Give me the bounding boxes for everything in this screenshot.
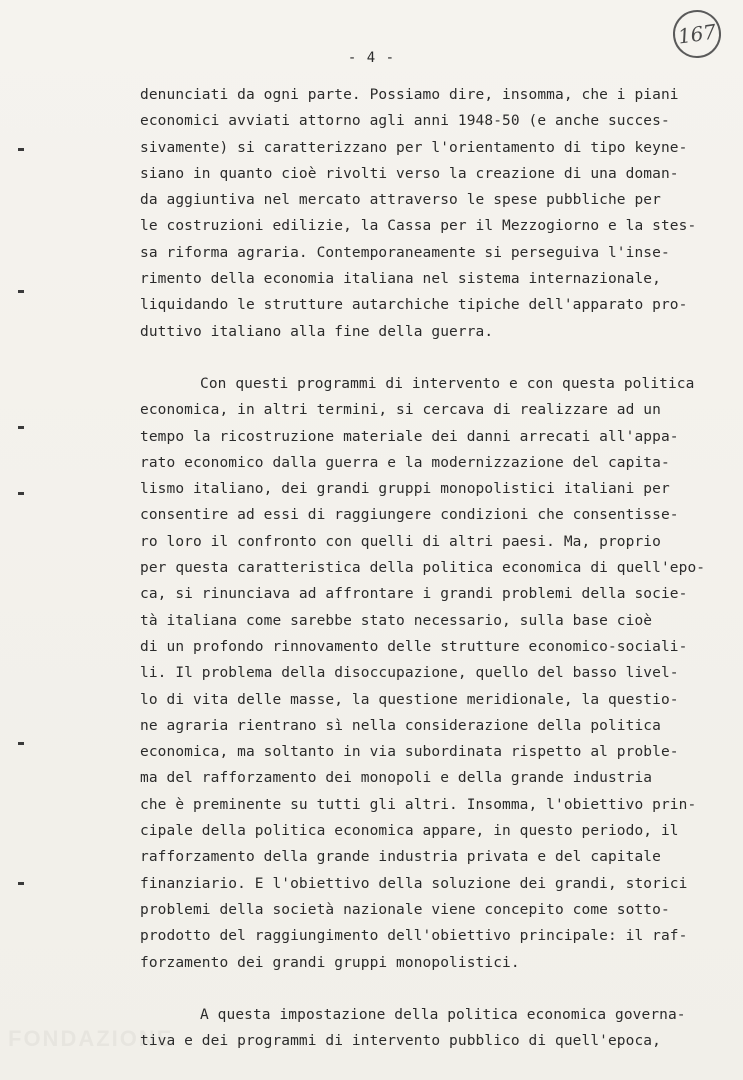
text-line: economica, ma soltanto in via subordinata rispetto al proble- xyxy=(140,744,679,761)
text-line: ma del rafforzamento dei monopoli e della grande industria xyxy=(140,770,653,787)
text-line: siano in quanto cioè rivolti verso la creazione di una doman- xyxy=(140,165,679,182)
text-line: prodotto del raggiungimento dell'obiettivo principale: il raf- xyxy=(140,928,688,945)
text-line: denunciati da ogni parte. Possiamo dire, insomma, che i piani xyxy=(140,87,679,103)
paragraph-2 xyxy=(140,371,720,976)
text-line: che è preminente su tutti gli altri. Insomma, l'obiettivo prin- xyxy=(140,796,697,813)
page-number: - 4 - xyxy=(347,50,396,66)
margin-mark xyxy=(18,290,24,293)
margin-mark xyxy=(18,492,24,495)
text-line: di un profondo rinnovamento delle strutture economico-sociali- xyxy=(140,638,688,655)
margin-mark xyxy=(18,742,24,745)
paragraph-3 xyxy=(140,1002,720,1055)
text-line: tà italiana come sarebbe stato necessario, sulla base cioè xyxy=(140,612,653,629)
text-line: cipale della politica economica appare, in questo periodo, il xyxy=(140,823,679,840)
text-line: lo di vita delle masse, la questione meridionale, la questio- xyxy=(140,691,679,708)
text-line: finanziario. E l'obiettivo della soluzione dei grandi, storici xyxy=(140,875,688,892)
text-line: li. Il problema della disoccupazione, quello del basso livel- xyxy=(140,665,679,682)
text-line: ca, si rinunciava ad affrontare i grandi problemi della socie- xyxy=(140,586,688,603)
text-line: economici avviati attorno agli anni 1948-50 (e anche succes- xyxy=(140,113,670,130)
text-line: tiva e dei programmi di intervento pubblico di quell'epoca, xyxy=(140,1033,661,1050)
text-line: sa riforma agraria. Contemporaneamente si perseguiva l'inse- xyxy=(140,244,670,261)
text-line: liquidando le strutture autarchiche tipiche dell'apparato pro- xyxy=(140,297,688,314)
text-line: duttivo italiano alla fine della guerra. xyxy=(140,323,494,340)
text-line: rafforzamento della grande industria privata e del capitale xyxy=(140,849,661,866)
paragraph-1 xyxy=(140,82,720,345)
text-line: tempo la ricostruzione materiale dei danni arrecati all'appa- xyxy=(140,428,679,445)
text-line: ne agraria rientrano sì nella considerazione della politica xyxy=(140,717,661,734)
body-text xyxy=(140,82,720,1054)
text-line: rimento della economia italiana nel sistema internazionale, xyxy=(140,271,661,288)
text-line: A questa impostazione della politica economica governa- xyxy=(200,1006,686,1023)
text-line: rato economico dalla guerra e la modernizzazione del capita- xyxy=(140,454,670,471)
text-line: sivamente) si caratterizzano per l'orientamento di tipo keyne- xyxy=(140,139,688,156)
text-line: le costruzioni edilizie, la Cassa per il Mezzogiorno e la stes- xyxy=(140,218,697,235)
text-line: forzamento dei grandi gruppi monopolistici. xyxy=(140,954,520,971)
text-line: lismo italiano, dei grandi gruppi monopolistici italiani per xyxy=(140,481,670,498)
text-line: problemi della società nazionale viene concepito come sotto- xyxy=(140,901,670,918)
text-line: da aggiuntiva nel mercato attraverso le spese pubbliche per xyxy=(140,192,661,209)
text-line: Con questi programmi di intervento e con questa politica xyxy=(200,375,695,392)
text-line: ro loro il confronto con quelli di altri paesi. Ma, proprio xyxy=(140,533,661,550)
text-line: economica, in altri termini, si cercava di realizzare ad un xyxy=(140,402,661,419)
text-line: per questa caratteristica della politica economica di quell'epo- xyxy=(140,560,706,577)
folio-stamp: 167 xyxy=(670,7,724,61)
watermark: FONDAZIONE xyxy=(8,1026,174,1051)
text-line: consentire ad essi di raggiungere condizioni che consentisse- xyxy=(140,507,679,524)
margin-mark xyxy=(18,882,24,885)
margin-mark xyxy=(18,148,24,151)
margin-mark xyxy=(18,426,24,429)
